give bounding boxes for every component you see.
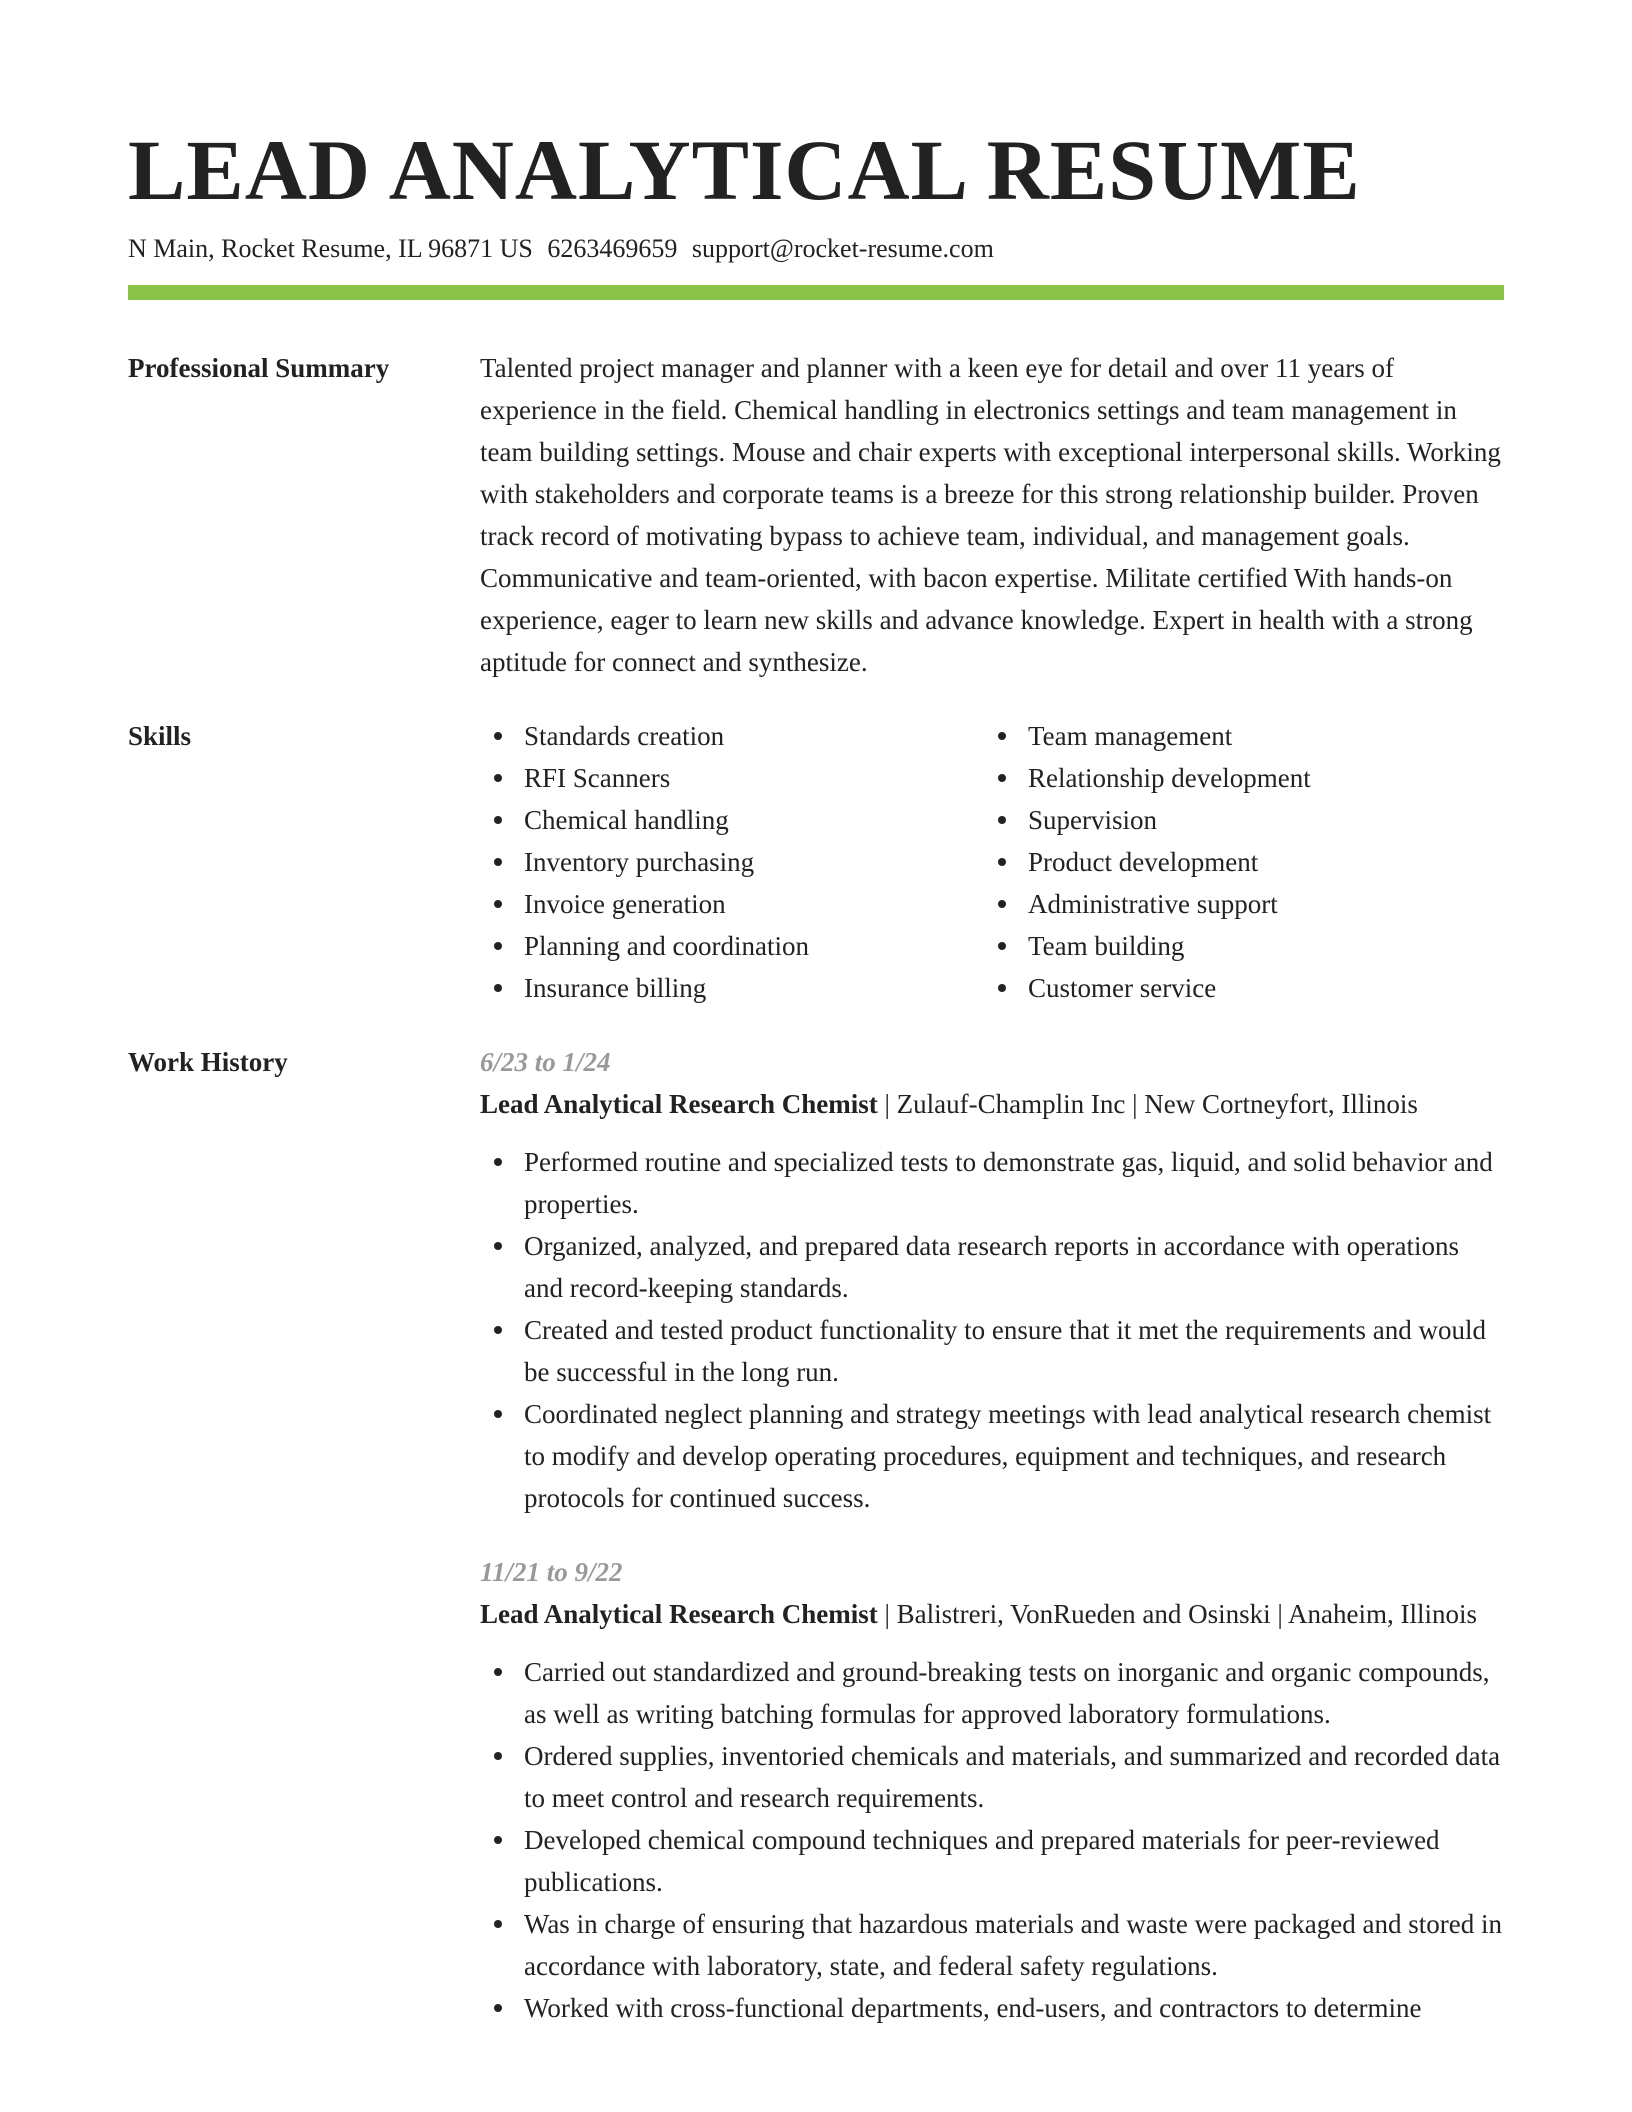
skills-section — [128, 715, 1504, 1009]
skill-item: Team building — [984, 925, 1488, 967]
skill-item: Administrative support — [984, 883, 1488, 925]
skill-item: Product development — [984, 841, 1488, 883]
skill-item: Planning and coordination — [480, 925, 984, 967]
job-entry — [480, 1551, 1504, 2029]
skills-columns — [480, 715, 1504, 1009]
skill-item: Chemical handling — [480, 799, 984, 841]
header-divider — [128, 285, 1504, 300]
job-bullet: Carried out standardized and ground-breaking tests on inorganic and organic compounds, as well as writing batching formulas for approved laboratory formulations. — [480, 1651, 1504, 1735]
summary-text: Talented project manager and planner with a keen eye for detail and over 11 years of experience in the field. Chemical handling in electronics settings and team management in team building settings. Mouse and chair experts with exceptional interpersonal skills. Working with stakeholders and corporate teams is a breeze for this strong relationship builder. Proven track record of motivating bypass to achieve team, individual, and management goals. Communicative and team-oriented, with bacon expertise. Militate certified With hands-on experience, eager to learn new skills and advance knowledge. Expert in health with a strong aptitude for connect and synthesize. — [480, 353, 1501, 677]
work-history-section — [128, 1041, 1504, 2029]
skill-item: Relationship development — [984, 757, 1488, 799]
resume-name: LEAD ANALYTICAL RESUME — [128, 122, 1361, 218]
job-details: | Balistreri, VonRueden and Osinski | Anaheim, Illinois — [877, 1599, 1478, 1629]
resume-page — [128, 118, 1504, 2029]
skill-item: Team management — [984, 715, 1488, 757]
job-title: Lead Analytical Research Chemist — [480, 1599, 878, 1629]
skill-item: Supervision — [984, 799, 1488, 841]
job-heading — [480, 1593, 1504, 1635]
skill-item: Standards creation — [480, 715, 984, 757]
job-bullets — [480, 1141, 1504, 1519]
work-history-body — [480, 1041, 1504, 2029]
job-bullet: Was in charge of ensuring that hazardous materials and waste were packaged and stored in accordance with laboratory, state, and federal safety regulations. — [480, 1903, 1504, 1987]
job-bullet: Organized, analyzed, and prepared data research reports in accordance with operations and record-keeping standards. — [480, 1225, 1504, 1309]
skill-item: Insurance billing — [480, 967, 984, 1009]
skill-item: Inventory purchasing — [480, 841, 984, 883]
skills-list-left — [480, 715, 984, 1009]
skill-item: Customer service — [984, 967, 1488, 1009]
job-title: Lead Analytical Research Chemist — [480, 1089, 878, 1119]
job-bullet: Worked with cross-functional departments, end-users, and contractors to determine — [480, 1987, 1504, 2029]
contact-address: N Main, Rocket Resume, IL 96871 US — [128, 234, 533, 263]
summary-section — [128, 347, 1504, 683]
job-dates: 6/23 to 1/24 — [480, 1047, 611, 1077]
job-entry — [480, 1041, 1504, 1519]
job-bullets — [480, 1651, 1504, 2029]
job-bullet: Ordered supplies, inventoried chemicals and materials, and summarized and recorded data to meet control and research requirements. — [480, 1735, 1504, 1819]
skills-list-right — [984, 715, 1488, 1009]
section-title-summary: Professional Summary — [128, 353, 390, 383]
contact-email: support@rocket-resume.com — [691, 234, 994, 263]
job-heading — [480, 1083, 1504, 1125]
job-bullet: Developed chemical compound techniques and prepared materials for peer-reviewed publications. — [480, 1819, 1504, 1903]
section-title-skills: Skills — [128, 721, 192, 751]
job-bullet: Performed routine and specialized tests to demonstrate gas, liquid, and solid behavior and properties. — [480, 1141, 1504, 1225]
skill-item: Invoice generation — [480, 883, 984, 925]
job-details: | Zulauf-Champlin Inc | New Cortneyfort, Illinois — [877, 1089, 1418, 1119]
skill-item: RFI Scanners — [480, 757, 984, 799]
contact-line — [128, 232, 1504, 266]
contact-phone: 6263469659 — [547, 234, 678, 263]
job-bullet: Created and tested product functionality to ensure that it met the requirements and would be successful in the long run. — [480, 1309, 1504, 1393]
job-bullet: Coordinated neglect planning and strategy meetings with lead analytical research chemist to modify and develop operating procedures, equipment and techniques, and research protocols for continued success. — [480, 1393, 1504, 1519]
job-dates: 11/21 to 9/22 — [480, 1557, 623, 1587]
section-title-work-history: Work History — [128, 1047, 288, 1077]
